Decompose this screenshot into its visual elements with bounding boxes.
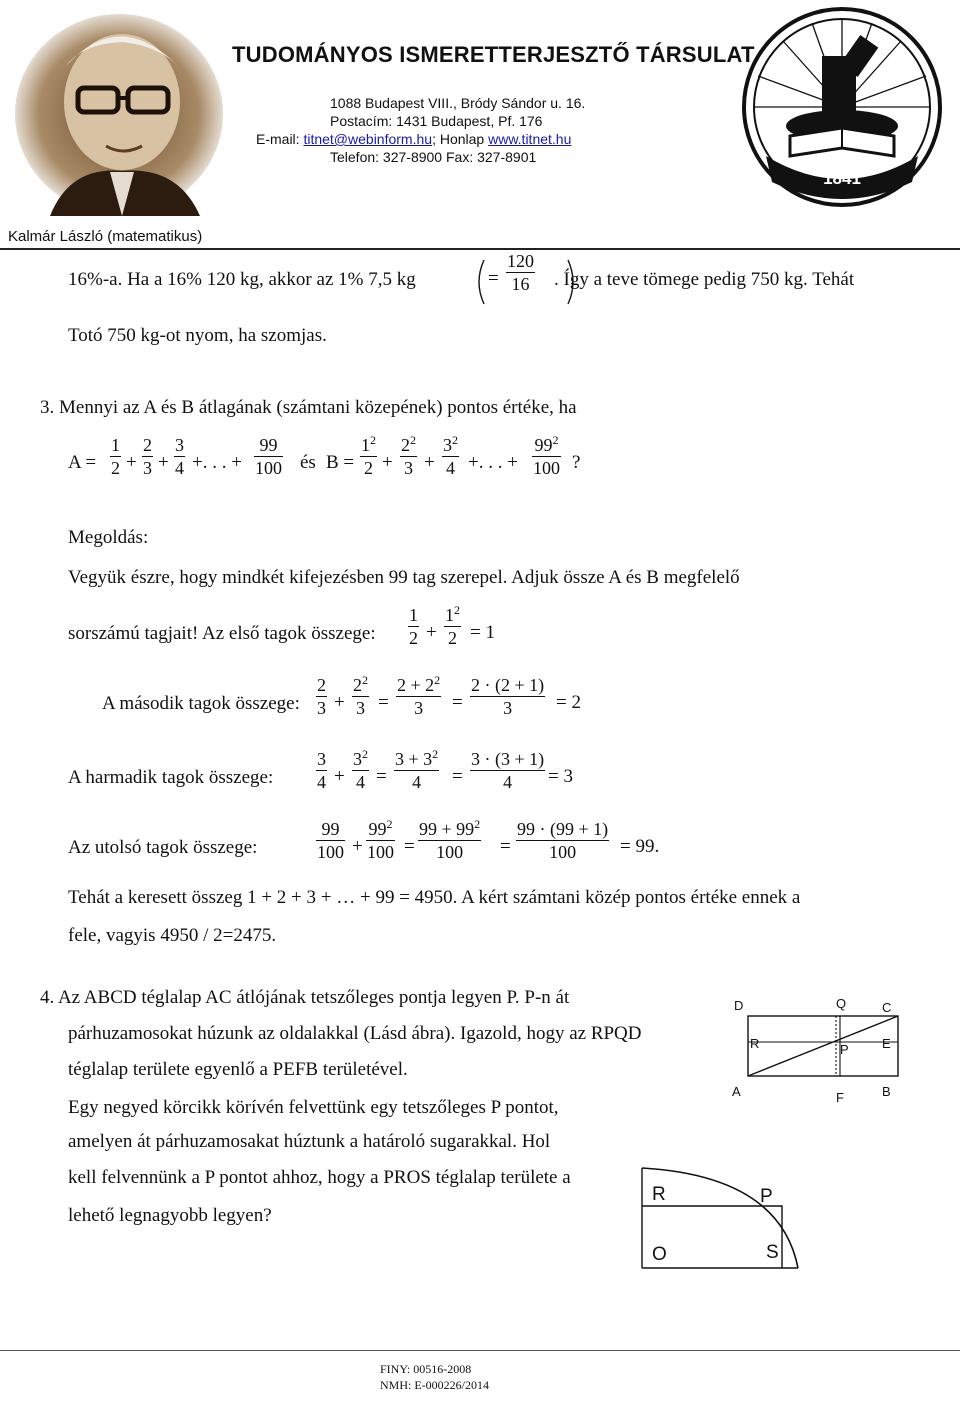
header-divider <box>0 248 960 250</box>
intro-frac-num: 120 <box>507 251 534 271</box>
org-name: TUDOMÁNYOS ISMERETTERJESZTŐ TÁRSULAT <box>232 42 755 67</box>
email-label: E-mail: <box>256 131 304 147</box>
solution-line-1: Vegyük észre, hogy mindkét kifejezésben 99 tag szerepel. Adjuk össze A és B megfelelő <box>68 567 740 588</box>
first-sum-frac-1: 1 2 <box>409 605 418 648</box>
label-Q: Q <box>836 996 847 1011</box>
plus-sign: + <box>334 692 345 713</box>
ellipsis-plus: +. . . + <box>468 452 518 473</box>
problem4-line-2: párhuzamosokat húzunk az oldalakkal (Lásd ábra). Igazold, hogy az RPQD <box>68 1023 642 1044</box>
label-R: R <box>750 1036 760 1051</box>
label-S: S <box>766 1242 779 1263</box>
expr-A-label: A = <box>68 452 97 473</box>
problem4-line-1: 4. Az ABCD téglalap AC átlójának tetszőleges pontja legyen P. P-n át <box>40 987 570 1008</box>
expr-B-label: B = <box>326 452 355 473</box>
label-E: E <box>882 1036 891 1051</box>
org-contact-line <box>256 130 571 148</box>
a-frac-99: 99 100 <box>255 435 282 478</box>
intro-eq: = <box>488 268 499 289</box>
first-sum-frac-2: $1^2$ 2 <box>445 603 460 648</box>
label-D: D <box>734 998 744 1013</box>
solution-line-2: sorszámú tagjait! Az első tagok összege: <box>68 623 376 644</box>
b-frac-2: $2^2$ 3 <box>401 433 416 478</box>
label-P: P <box>840 1042 849 1057</box>
equals-sign: = <box>376 766 387 787</box>
problem3-text: 3. Mennyi az A és B átlagának (számtani közepének) pontos értéke, ha <box>40 397 577 418</box>
equals-sign: = <box>452 692 463 713</box>
intro-line-2: Totó 750 kg-ot nyom, ha szomjas. <box>68 325 327 346</box>
row3-label: A harmadik tagok összege: <box>68 767 274 788</box>
row2-frac-b: $2^2$ 3 <box>353 673 368 718</box>
plus-sign: + <box>334 766 345 787</box>
homepage-link[interactable]: www.titnet.hu <box>488 131 572 147</box>
plus-sign: + <box>382 452 393 473</box>
row2-frac-c: $2 + 2^2$ 3 <box>397 673 441 718</box>
label-C: C <box>882 1000 892 1015</box>
row3-frac-b: $3^2$ 4 <box>353 747 368 792</box>
solution-label: Megoldás <box>68 527 143 548</box>
ellipsis-plus: +. . . + <box>192 452 242 473</box>
label-O: O <box>652 1244 667 1265</box>
society-logo <box>736 6 948 208</box>
equals-sign: = <box>452 766 463 787</box>
label-A: A <box>732 1084 741 1099</box>
row4-result: = 99. <box>620 836 660 857</box>
rectangle-figure <box>728 990 918 1110</box>
portrait-photo <box>10 6 228 216</box>
org-phone: Telefon: 327-8900 Fax: 327-8901 <box>330 149 537 165</box>
row3-result: = 3 <box>548 766 573 787</box>
row2-frac-d: 2 · (2 + 1) 3 <box>471 675 545 718</box>
equals-sign: = <box>500 836 511 857</box>
row4-frac-d: 99 · (99 + 1) 100 <box>517 819 609 862</box>
logo-year: 1841 <box>823 169 861 188</box>
row2-result: = 2 <box>556 692 581 713</box>
a-frac-2: 2 3 <box>143 435 152 478</box>
footer-divider <box>0 1350 960 1351</box>
b-frac-1: $1^2$ 2 <box>361 433 376 478</box>
org-postal: Postacím: 1431 Budapest, Pf. 176 <box>330 113 543 129</box>
problem4-line-6: kell felvennünk a P pontot ahhoz, hogy a PROS téglalap területe a <box>68 1167 571 1188</box>
email-link[interactable]: titnet@webinform.hu <box>303 131 433 147</box>
row4-frac-c: $99 + 99^2$ 100 <box>419 817 481 862</box>
row4-frac-a: 99 100 <box>317 819 344 862</box>
row2-frac-a: 2 3 <box>317 675 326 718</box>
plus-sign: + <box>424 452 435 473</box>
row4-label: Az utolsó tagok összege: <box>68 837 258 858</box>
org-address: 1088 Budapest VIII., Bródy Sándor u. 16. <box>330 95 586 111</box>
label-F: F <box>836 1090 844 1105</box>
a-frac-3: 3 4 <box>175 435 184 478</box>
intro-line-1a: 16%-a. Ha a 16% 120 kg, akkor az 1% 7,5 kg <box>68 269 416 290</box>
equals-sign: = <box>378 692 389 713</box>
footer-nmh: NMH: E-000226/2014 <box>380 1378 489 1392</box>
question-mark: ? <box>572 452 581 473</box>
quarter-circle-figure <box>640 1166 820 1278</box>
plus-sign: + <box>158 452 169 473</box>
author-name: Kalmár László (matematikus) <box>8 228 203 245</box>
solution-heading: Megoldás: <box>68 527 149 548</box>
intro-frac-den: 16 <box>511 274 530 294</box>
label-R2: R <box>652 1184 666 1205</box>
intro-line-1b: . Így a teve tömege pedig 750 kg. Tehát <box>554 269 855 290</box>
plus-sign: + <box>352 836 363 857</box>
label-P2: P <box>760 1186 773 1207</box>
first-sum-result: = 1 <box>470 622 495 643</box>
row4-frac-b: $99^2$ 100 <box>367 817 394 862</box>
footer-finy: FINY: 00516-2008 <box>380 1362 472 1376</box>
b-frac-99: $99^2$ 100 <box>533 433 560 478</box>
intro-fraction <box>506 250 535 295</box>
problem4-line-7: lehető legnagyobb legyen? <box>68 1205 272 1226</box>
problem4-line-4: Egy negyed körcikk körívén felvettünk egy tetszőleges P pontot, <box>68 1097 559 1118</box>
plus-sign: + <box>126 452 137 473</box>
problem4-line-3: téglalap területe egyenlő a PEFB területével. <box>68 1059 408 1080</box>
equals-sign: = <box>404 836 415 857</box>
conclusion-line-1: Tehát a keresett összeg 1 + 2 + 3 + … + 99 = 4950. A kért számtani közép pontos értéke ennek a <box>68 887 801 908</box>
homepage-label: ; Honlap <box>432 131 489 147</box>
plus-sign: + <box>426 622 437 643</box>
b-frac-3: $3^2$ 4 <box>443 433 458 478</box>
row2-label: A második tagok összege: <box>102 693 300 714</box>
a-frac-1: 1 2 <box>111 435 120 478</box>
conclusion-line-2: fele, vagyis 4950 / 2=2475. <box>68 925 277 946</box>
row3-frac-a: 3 4 <box>317 749 326 792</box>
row3-frac-d: 3 · (3 + 1) 4 <box>471 749 545 792</box>
row3-frac-c: $3 + 3^2$ 4 <box>395 747 439 792</box>
and-word: és <box>300 452 316 473</box>
label-B: B <box>882 1084 891 1099</box>
problem4-line-5: amelyen át párhuzamosakat húztunk a határoló sugarakkal. Hol <box>68 1131 551 1152</box>
